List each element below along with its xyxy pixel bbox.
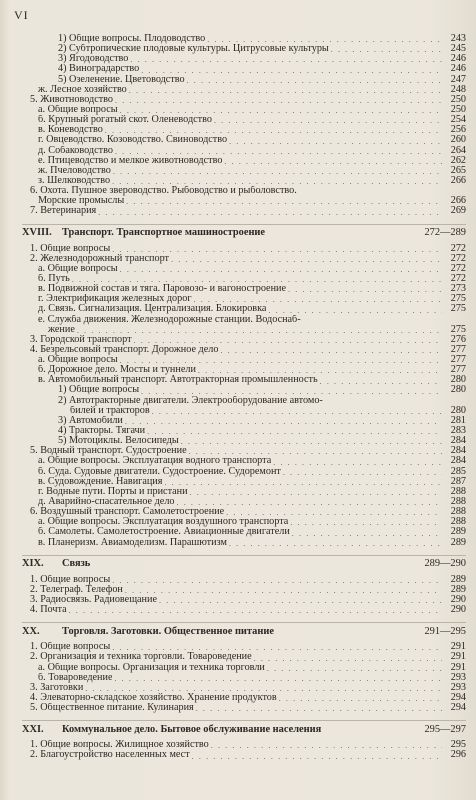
entry-title: а. Общие вопросы: [38, 263, 118, 274]
toc-entry: [30, 446, 466, 456]
section-number: XIX.: [22, 558, 44, 570]
leader-dots: [141, 67, 442, 75]
entry-page: 291: [450, 661, 466, 673]
entry-title: а. Общие вопросы. Организация и техника торговли: [38, 662, 265, 673]
leader-dots: [85, 685, 442, 693]
entry-title: 5) Мотоциклы. Велосипеды: [58, 436, 179, 447]
entry-page: 287: [450, 475, 466, 487]
entry-title: 6. Воздушный транспорт. Самолетостроение: [30, 507, 225, 518]
entry-page: 275: [450, 303, 466, 315]
toc-entry: [30, 456, 466, 466]
entry-page: 275: [450, 293, 466, 305]
toc-entry: [30, 176, 466, 186]
entry-title: 2. Благоустройство населенных мест: [30, 750, 190, 761]
leader-dots: [190, 489, 442, 497]
entry-title: 5. Водный транспорт. Судостроение: [30, 446, 187, 457]
leader-dots: [198, 367, 442, 375]
entry-page: 289: [450, 583, 466, 595]
toc-entry: [30, 34, 466, 44]
leader-dots: [283, 469, 442, 477]
entry-title: д. Аварийно-спасательное дело: [38, 497, 175, 508]
entry-title: б. Дорожное дело. Мосты и туннели: [38, 365, 196, 376]
entry-page: 276: [450, 333, 466, 345]
toc-entry: [30, 605, 466, 615]
toc-entry: [30, 436, 466, 446]
entry-title: а. Общие вопросы. Эксплуатация воздушного транспорта: [38, 517, 289, 528]
toc-entry: [30, 467, 466, 477]
toc-entry: [30, 135, 466, 145]
toc-entry: [30, 115, 466, 125]
entry-page: 294: [450, 702, 466, 714]
entry-page: 280: [450, 374, 466, 386]
spacer: [30, 713, 466, 716]
leader-dots: [196, 705, 442, 713]
entry-title: 2) Субтропические плодовые культуры. Цитрусовые культуры: [58, 44, 329, 55]
toc-entry: [30, 254, 466, 264]
entry-title: в. Автомобильный транспорт. Автотракторная промышленность: [38, 375, 318, 386]
section-number: XVIII.: [22, 227, 52, 239]
entry-page: 291: [450, 641, 466, 653]
entry-page: 277: [450, 354, 466, 366]
leader-dots: [115, 148, 442, 156]
leader-dots: [125, 587, 442, 595]
leader-dots: [120, 357, 442, 365]
section-pages: 295—297: [424, 723, 466, 735]
leader-dots: [273, 459, 442, 467]
leader-dots: [290, 519, 442, 527]
leader-dots: [130, 56, 442, 64]
toc-entry: [30, 335, 466, 345]
toc-entry: [30, 740, 466, 750]
toc-entry: [30, 196, 466, 206]
entry-page: 285: [450, 465, 466, 477]
leader-dots: [211, 742, 442, 750]
spacer: [30, 548, 466, 551]
entry-page: 264: [450, 144, 466, 156]
toc-entry: [30, 304, 466, 314]
entry-page: 246: [450, 53, 466, 65]
entry-title: г. Электрификация железных дорог: [38, 294, 192, 305]
entry-page: 272: [450, 252, 466, 264]
toc-entry: [30, 315, 466, 325]
section-heading: [22, 224, 466, 241]
entry-page: 250: [450, 103, 466, 115]
toc-entry: [30, 355, 466, 365]
leader-dots: [152, 408, 442, 416]
entry-title: в. Подвижной состав и тяга. Паровозо- и вагоностроение: [38, 284, 287, 295]
toc-entry: [30, 693, 466, 703]
entry-title: 1. Общие вопросы: [30, 642, 111, 653]
leader-dots: [114, 675, 442, 683]
section-title: Транспорт. Транспортное машиностроение: [62, 227, 266, 239]
entry-title: 2. Организация и техника торговли. Товароведение: [30, 652, 252, 663]
leader-dots: [292, 530, 442, 538]
leader-dots: [192, 753, 442, 761]
leader-dots: [220, 347, 442, 355]
section-pages: 272—289: [424, 227, 466, 239]
entry-page: 272: [450, 272, 466, 284]
toc-entry: [30, 146, 466, 156]
entry-title: 1. Общие вопросы: [30, 243, 111, 254]
leader-dots: [120, 107, 442, 115]
leader-dots: [268, 307, 442, 315]
leader-dots: [129, 87, 442, 95]
toc-entry: [30, 416, 466, 426]
entry-title: Морские промыслы: [38, 196, 125, 207]
toc-entry: [30, 673, 466, 683]
toc-entry: [30, 406, 466, 416]
entry-title: 5. Животноводство: [30, 94, 113, 105]
leader-dots: [171, 256, 442, 264]
leader-dots: [331, 46, 442, 54]
section-number: XX.: [22, 625, 40, 637]
leader-dots: [126, 198, 442, 206]
entry-title: 3. Радиосвязь. Радиовещание: [30, 595, 157, 606]
entry-page: 265: [450, 164, 466, 176]
entry-page: 288: [450, 516, 466, 528]
toc-entry: [30, 156, 466, 166]
leader-dots: [72, 276, 442, 284]
entry-title: г. Овцеводство. Козоводство. Свиноводство: [38, 135, 228, 146]
toc-entry: [30, 703, 466, 713]
entry-page: 284: [450, 455, 466, 467]
entry-page: 294: [450, 692, 466, 703]
section-title: Торговля. Заготовки. Общественное питание: [62, 625, 274, 637]
leader-dots: [112, 577, 442, 585]
entry-page: 293: [450, 671, 466, 683]
entry-page: 248: [450, 83, 466, 95]
toc-entry: [30, 244, 466, 254]
entry-page: 250: [450, 93, 466, 105]
leader-dots: [115, 97, 442, 105]
entry-title: а. Общие вопросы. Эксплуатация водного транспорта: [38, 456, 272, 467]
leader-dots: [279, 695, 442, 703]
toc-entry: [30, 517, 466, 527]
leader-dots: [120, 266, 442, 274]
leader-dots: [224, 158, 442, 166]
entry-title: б. Товароведение: [38, 672, 113, 683]
toc-entry: [30, 386, 466, 396]
leader-dots: [226, 509, 442, 517]
toc-entry: [30, 186, 466, 196]
entry-page: 273: [450, 283, 466, 295]
entry-title: билей и тракторов: [70, 405, 150, 416]
entry-page: 275: [450, 323, 466, 335]
entry-page: 293: [450, 681, 466, 693]
entry-page: 277: [450, 364, 466, 376]
section-heading: [22, 720, 466, 737]
toc-entry: [30, 683, 466, 693]
entry-page: 289: [450, 536, 466, 548]
leader-dots: [177, 499, 443, 507]
toc-entry: [30, 206, 466, 216]
toc-entry: [30, 507, 466, 517]
toc-entry: [30, 642, 466, 652]
entry-page: 269: [450, 205, 466, 217]
section-pages: 291—295: [424, 625, 466, 637]
toc-entry: [30, 595, 466, 605]
toc-entry: [30, 274, 466, 284]
entry-page: 243: [450, 32, 466, 44]
leader-dots: [254, 655, 442, 663]
entry-title: б. Крупный рогатый скот. Оленеводство: [38, 115, 212, 126]
leader-dots: [69, 607, 442, 615]
entry-page: 246: [450, 63, 466, 75]
leader-dots: [134, 337, 442, 345]
toc-entry: [30, 264, 466, 274]
entry-page: 289: [450, 526, 466, 538]
section-pages: 289—290: [424, 558, 466, 570]
toc-entry: [30, 396, 466, 406]
entry-page: 289: [450, 573, 466, 585]
toc-entry: [30, 44, 466, 54]
toc-entry: [30, 325, 466, 335]
entry-page: 245: [450, 43, 466, 55]
toc-entry: [30, 95, 466, 105]
entry-title: ж. Пчеловодство: [38, 165, 111, 176]
entry-title: з. Шелководство: [38, 175, 111, 186]
entry-title: в. Коневодство: [38, 125, 103, 136]
entry-title: 4. Почта: [30, 605, 67, 616]
entry-title: в. Судовождение. Навигация: [38, 476, 163, 487]
toc-entry: [30, 105, 466, 115]
leader-dots: [187, 77, 442, 85]
leader-dots: [164, 479, 442, 487]
leader-dots: [207, 36, 442, 44]
entry-page: 288: [450, 506, 466, 518]
entry-page: 296: [450, 749, 466, 761]
leader-dots: [214, 117, 442, 125]
leader-dots: [147, 428, 442, 436]
entry-page: 284: [450, 445, 466, 457]
spacer: [30, 217, 466, 220]
section-heading: [22, 622, 466, 639]
leader-dots: [98, 209, 442, 217]
leader-dots: [288, 286, 442, 294]
section-heading: [22, 555, 466, 572]
leader-dots: [112, 246, 442, 254]
entry-page: 281: [450, 414, 466, 426]
toc-entry: [30, 497, 466, 507]
entry-page: 291: [450, 651, 466, 663]
entry-page: 260: [450, 134, 466, 146]
entry-title: 7. Ветеринария: [30, 206, 97, 217]
entry-title: 4) Тракторы. Тягачи: [58, 426, 146, 437]
entry-title: б. Самолеты. Самолетостроение. Авиационные двигатели: [38, 527, 290, 538]
toc-entry: [30, 477, 466, 487]
toc-entry: [30, 284, 466, 294]
section-title: Коммунальное дело. Бытовое обслуживание населения: [62, 723, 322, 735]
entry-title: 4. Элеваторно-складское хозяйство. Хранение продуктов: [30, 693, 277, 703]
page-number: VI: [14, 8, 29, 22]
entry-page: 295: [450, 739, 466, 751]
entry-page: 283: [450, 425, 466, 437]
entry-title: жение: [48, 324, 75, 335]
entry-page: 277: [450, 343, 466, 355]
leader-dots: [229, 540, 442, 548]
toc-entry: [30, 375, 466, 385]
entry-page: 288: [450, 485, 466, 497]
section-title: Связь: [62, 558, 91, 570]
entry-title: 3. Городской транспорт: [30, 334, 132, 345]
entry-title: а. Общие вопросы: [38, 355, 118, 366]
toc-entry: [30, 426, 466, 436]
toc-entry: [30, 652, 466, 662]
entry-page: 284: [450, 435, 466, 447]
toc-entry: [30, 487, 466, 497]
toc-entry: [30, 585, 466, 595]
entry-title: ж. Лесное хозяйство: [38, 84, 127, 95]
entry-title: в. Планеризм. Авиамоделизм. Парашютизм: [38, 537, 227, 548]
entry-title: 5. Общественное питание. Кулинария: [30, 703, 194, 714]
entry-page: 266: [450, 174, 466, 186]
leader-dots: [194, 296, 442, 304]
entry-title: 2) Автотракторные двигатели. Электрооборудование автомо-: [58, 395, 323, 406]
entry-title: 1. Общие вопросы. Жилищное хозяйство: [30, 740, 209, 751]
entry-page: 290: [450, 594, 466, 606]
entry-page: 262: [450, 154, 466, 166]
entry-title: 4) Виноградарство: [58, 64, 140, 75]
entry-title: б. Путь: [38, 273, 70, 284]
toc-entry: [30, 54, 466, 64]
leader-dots: [125, 418, 442, 426]
leader-dots: [159, 597, 442, 605]
entry-page: 272: [450, 262, 466, 274]
entry-title: д. Собаководство: [38, 145, 113, 156]
entry-page: 280: [450, 404, 466, 416]
toc-entry: [30, 85, 466, 95]
entry-page: 254: [450, 114, 466, 126]
entry-title: 2. Железнодорожный транспорт: [30, 253, 169, 264]
entry-title: д. Связь. Сигнализация. Централизация. Блокировка: [38, 304, 267, 315]
entry-page: 256: [450, 124, 466, 136]
entry-title: 5) Озеленение. Цветоводство: [58, 74, 185, 85]
entry-page: 266: [450, 195, 466, 207]
leader-dots: [267, 665, 442, 673]
leader-dots: [320, 378, 442, 386]
toc-entry: [30, 575, 466, 585]
leader-dots: [112, 178, 442, 186]
entry-title: 6. Охота. Пушное звероводство. Рыбоводство и рыболовство.: [30, 186, 297, 197]
toc-entry: [30, 538, 466, 548]
toc-entry: [30, 64, 466, 74]
toc-entry: [30, 527, 466, 537]
leader-dots: [141, 388, 442, 396]
leader-dots: [77, 327, 442, 335]
toc-entry: [30, 75, 466, 85]
entry-title: б. Суда. Судовые двигатели. Судостроение. Судоремонт: [38, 466, 281, 477]
entry-title: а. Общие вопросы: [38, 104, 118, 115]
leader-dots: [113, 168, 442, 176]
toc-entry: [30, 125, 466, 135]
entry-title: 3) Автомобили: [58, 415, 123, 426]
toc-entry: [30, 345, 466, 355]
toc-entry: [30, 663, 466, 673]
entry-title: 4. Безрельсовый транспорт. Дорожное дело: [30, 344, 219, 355]
entry-title: е. Служба движения. Железнодорожные станции. Водоснаб-: [38, 314, 301, 325]
leader-dots: [189, 448, 442, 456]
toc-entry: [30, 166, 466, 176]
entry-title: 1. Общие вопросы: [30, 574, 111, 585]
entry-title: 2. Телеграф. Телефон: [30, 584, 123, 595]
entry-page: 280: [450, 384, 466, 396]
entry-page: 290: [450, 604, 466, 616]
toc-entry: [30, 294, 466, 304]
table-of-contents: [22, 32, 466, 761]
entry-title: 1) Общие вопросы. Плодоводство: [58, 33, 206, 44]
entry-page: 247: [450, 73, 466, 85]
toc-entry: [30, 750, 466, 760]
entry-title: е. Птицеводство и мелкое животноводство: [38, 155, 223, 166]
entry-title: г. Водные пути. Порты и пристани: [38, 486, 188, 497]
leader-dots: [112, 644, 442, 652]
entry-title: 3) Ягодоводство: [58, 54, 129, 65]
leader-dots: [105, 127, 442, 135]
leader-dots: [181, 438, 442, 446]
entry-title: 1) Общие вопросы: [58, 385, 140, 396]
entry-page: 272: [450, 242, 466, 254]
section-number: XXI.: [22, 723, 44, 735]
entry-title: 3. Заготовки: [30, 682, 84, 693]
toc-entry: [30, 365, 466, 375]
entry-page: 288: [450, 496, 466, 508]
leader-dots: [229, 138, 442, 146]
spacer: [30, 615, 466, 618]
